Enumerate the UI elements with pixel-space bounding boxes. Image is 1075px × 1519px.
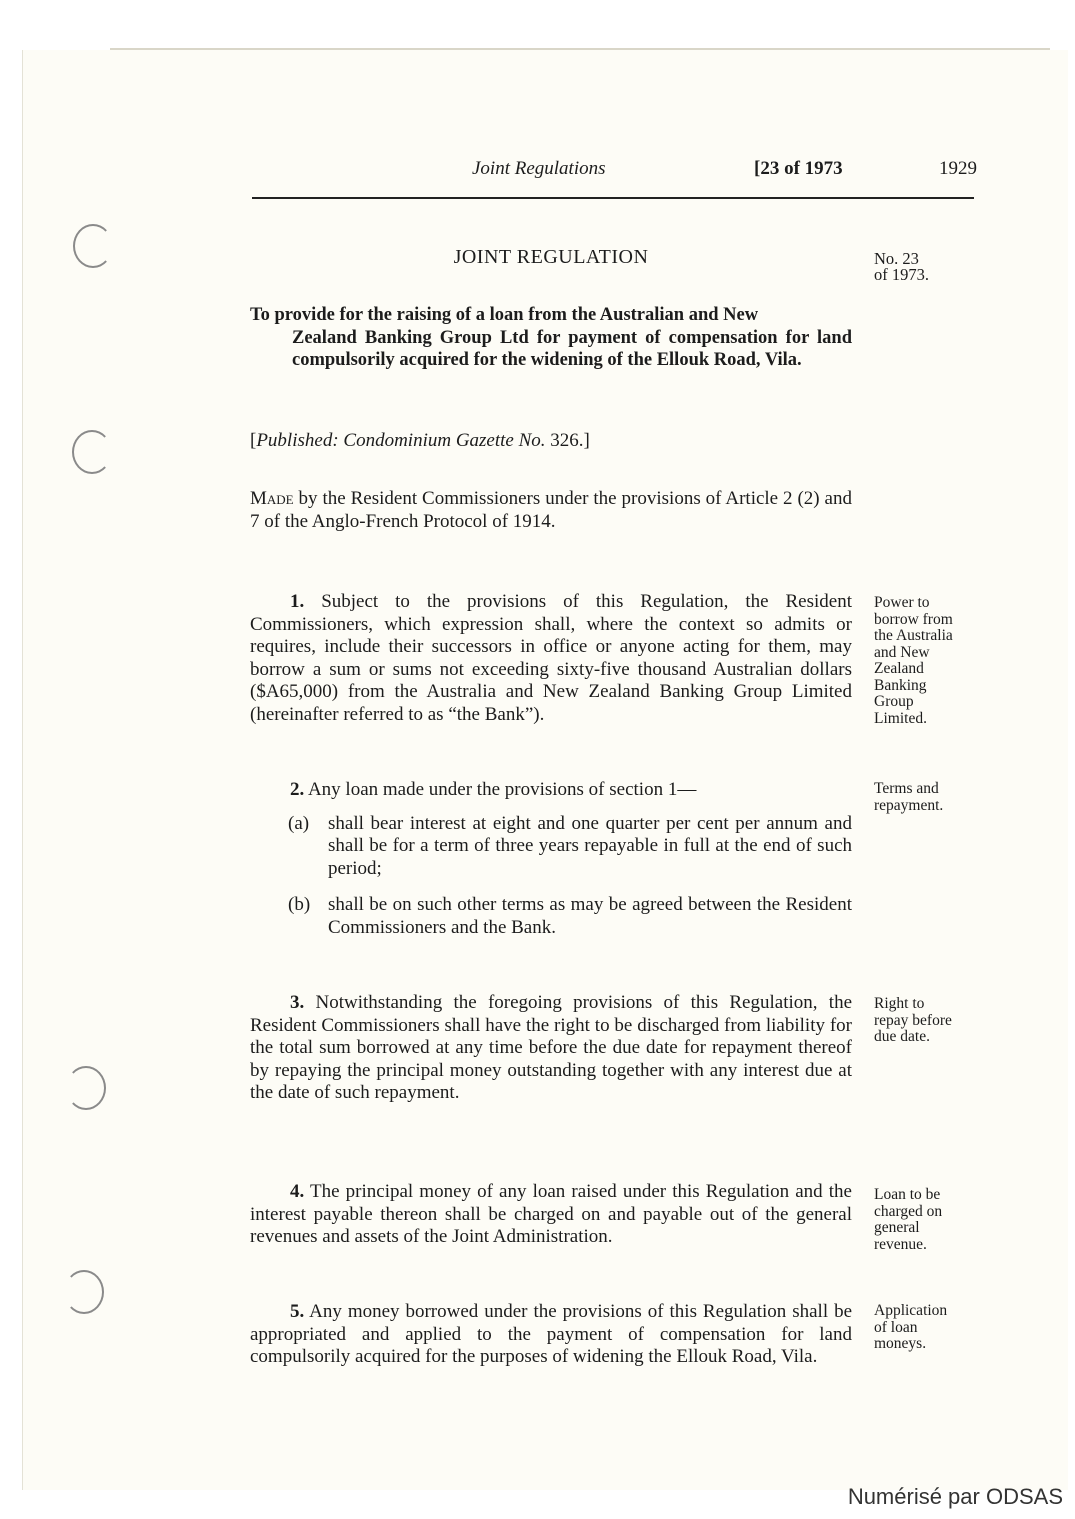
section-text: Any money borrowed under the provisions of this Regulation shall be appropriated and applied to the payment of compensation for land compulsorily acquired for the purposes of widening the Ellouk Road, Vila. (250, 1301, 852, 1367)
marginal-note-line: Loan to be (874, 1186, 941, 1203)
publication-number: 326.] (545, 430, 590, 451)
header-series-title: Joint Regulations (472, 158, 606, 179)
section-number: 5. (290, 1301, 305, 1322)
section-text: Subject to the provisions of this Regulation, the Resident Commissioners, which expression shall, where the context so admits or requires, include their successors in office or anyone acting for them, may borrow a sum or sums not exceeding sixty-five thousand Australian dollars ($A65,000) from the Australia and New Zealand Banking Group Limited (hereinafter referred to as “the Bank”). (250, 591, 852, 725)
running-header (252, 158, 977, 182)
scan-credit: Numérisé par ODSAS (847, 1484, 1063, 1509)
marginal-note-line: moneys. (874, 1335, 927, 1352)
marginal-note-line: revenue. (874, 1235, 927, 1253)
section-number: 2. (290, 779, 305, 800)
marginal-note-line: repay before (874, 1011, 952, 1029)
marginal-note-line: Terms and (874, 780, 939, 797)
punch-hole-mark (72, 430, 112, 474)
paragraph-a (250, 813, 852, 881)
section-2 (250, 779, 852, 939)
header-rule (252, 197, 974, 199)
marginal-note-line: repayment. (874, 796, 944, 814)
marginal-note-line: due date. (874, 1028, 930, 1045)
marginal-note-section-1 (874, 595, 984, 727)
paragraph-label: (a) (288, 812, 310, 834)
header-regulation-number: [23 of 1973 (754, 158, 843, 179)
section-3 (250, 992, 852, 1105)
punch-hole-mark (73, 224, 113, 268)
paragraph-text: shall be on such other terms as may be agreed between the Resident Commissioners and the Bank. (328, 894, 852, 938)
marginal-note-line: Group (874, 693, 914, 710)
publication-gazette: Published: Condominium Gazette No. (256, 430, 546, 451)
marginal-note-section-2 (874, 781, 984, 814)
enacting-made: Made (250, 488, 294, 509)
regulation-reference-line: of 1973. (874, 265, 929, 284)
section-1 (250, 591, 852, 726)
publication-note (250, 430, 852, 453)
section-text: Notwithstanding the foregoing provisions of this Regulation, the Resident Commissioners shall have the right to be discharged from liability for the total sum borrowed at any time before the due date for repayment thereof by repaying the principal money outstanding together with any interest due at the date of such repayment. (250, 992, 852, 1103)
publication-bracket: [ (250, 430, 257, 451)
paragraph-b (250, 894, 852, 939)
paragraph-label: (b) (288, 894, 311, 915)
section-2-intro (250, 779, 852, 802)
marginal-note-section-3 (874, 996, 984, 1046)
long-title-continuation: Zealand Banking Group Ltd for payment of compensation for land compulsorily acquired for the widening of the Ellouk Road, Vila. (292, 327, 852, 370)
marginal-note-line: borrow from (874, 610, 953, 628)
marginal-note-line: general (874, 1219, 920, 1236)
marginal-note-line: charged on (874, 1202, 943, 1220)
section-number: 3. (290, 992, 305, 1013)
marginal-note-line: Limited. (874, 709, 927, 727)
marginal-note-section-5 (874, 1303, 984, 1353)
punch-hole-mark (66, 1066, 106, 1110)
marginal-note-line: and New (874, 643, 930, 661)
long-title (250, 304, 852, 372)
marginal-note-line: the Australia (874, 627, 953, 644)
enacting-text: by the Resident Commissioners under the provisions of Article 2 (2) and 7 of the Anglo-French Protocol of 1914. (250, 488, 852, 532)
regulation-reference (874, 251, 984, 283)
marginal-note-line: Banking (874, 676, 927, 694)
marginal-note-line: Power to (874, 594, 930, 611)
page-number: 1929 (939, 158, 977, 179)
marginal-note-section-4 (874, 1187, 984, 1253)
section-text: The principal money of any loan raised under this Regulation and the interest payable thereon shall be charged on and payable out of the general revenues and assets of the Joint Administration. (250, 1181, 852, 1247)
long-title-first-line: To provide for the raising of a loan from the Australian and New (250, 305, 759, 325)
section-number: 4. (290, 1181, 305, 1202)
section-text: Any loan made under the provisions of section 1— (304, 779, 697, 800)
section-number: 1. (290, 591, 305, 612)
regulation-reference-line: No. 23 (874, 249, 919, 268)
marginal-note-line: Right to (874, 995, 925, 1012)
enacting-clause (250, 488, 852, 533)
section-5 (250, 1301, 852, 1369)
marginal-note-line: Zealand (874, 660, 924, 677)
marginal-note-line: of loan (874, 1318, 918, 1336)
page-edge-divider (110, 48, 1050, 50)
regulation-title: JOINT REGULATION (453, 246, 649, 268)
marginal-note-line: Application (874, 1302, 948, 1319)
section-4 (250, 1181, 852, 1249)
punch-hole-mark (64, 1270, 104, 1314)
paragraph-text: shall bear interest at eight and one quarter per cent per annum and shall be for a term of three years repayable in full at the end of such period; (328, 812, 852, 879)
